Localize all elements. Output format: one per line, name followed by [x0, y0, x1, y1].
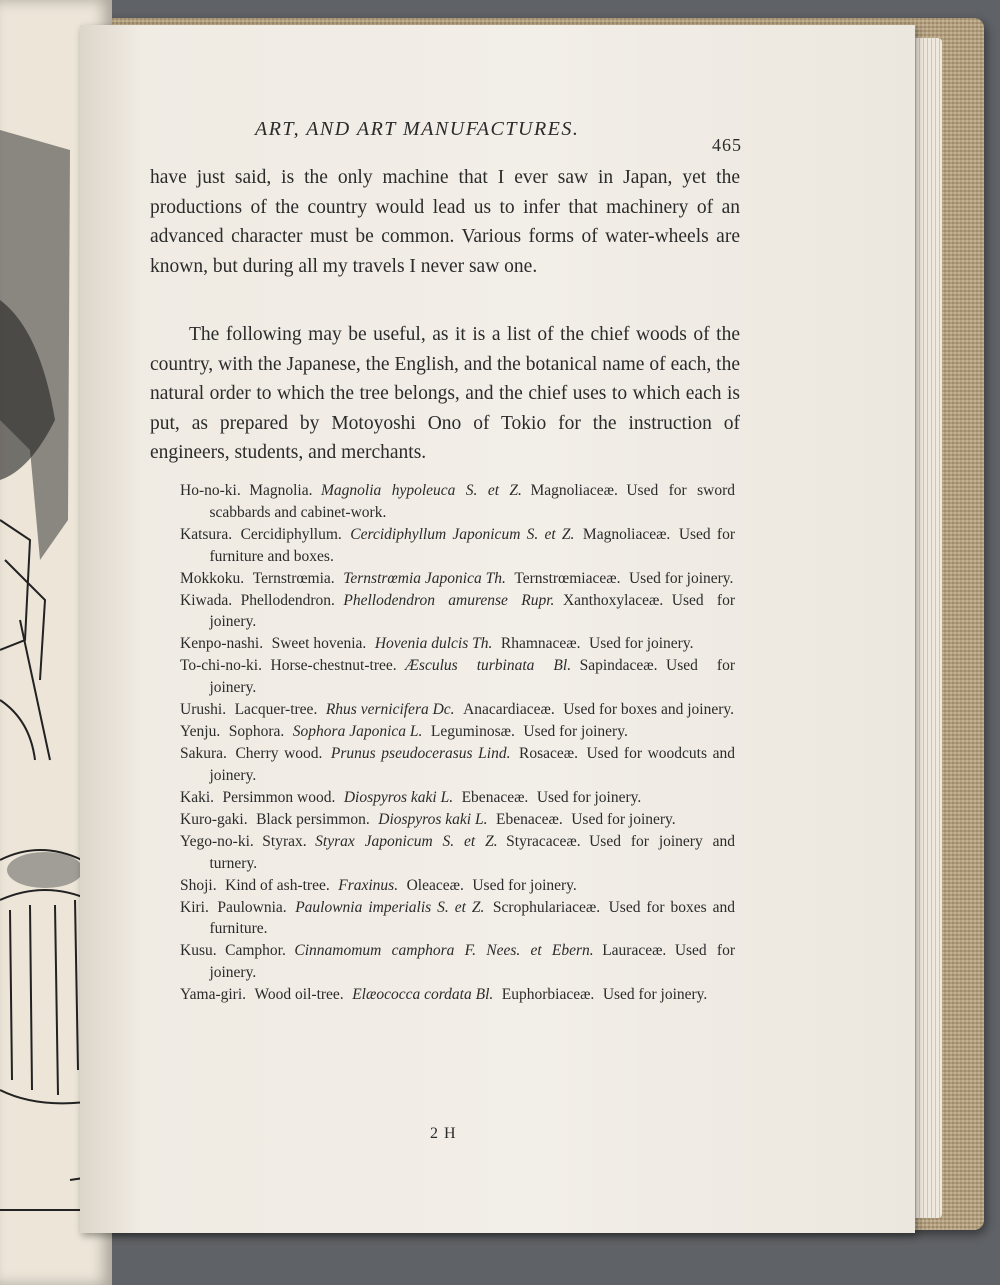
english-name: Lacquer-tree. [234, 701, 318, 719]
japanese-name: Kenpo-nashi. [180, 635, 264, 653]
page-number: 465 [712, 135, 742, 155]
english-name: Kind of ash-tree. [225, 876, 330, 894]
wood-entry [180, 897, 735, 941]
japanese-name: To-chi-no-ki. [180, 657, 262, 675]
natural-order: Leguminosæ. [430, 723, 515, 741]
natural-order: Xanthoxylaceæ. [562, 591, 664, 609]
english-name: Styrax. [262, 832, 307, 850]
natural-order: Anacardiaceæ. [463, 701, 555, 719]
wood-entry [180, 655, 735, 699]
japanese-name: Katsura. [180, 525, 233, 543]
wood-entry [180, 699, 735, 721]
english-name: Magnolia. [249, 482, 313, 499]
wood-use: Used for joinery. [536, 788, 642, 806]
wood-use: Used for sword scabbards and cabinet-work. [209, 482, 735, 521]
japanese-name: Shoji. [180, 876, 217, 894]
wood-entry [180, 875, 735, 897]
natural-order: Scrophulariaceæ. [492, 898, 601, 916]
wood-use: Used for joinery and turnery. [209, 832, 735, 872]
english-name: Paulownia. [217, 898, 287, 916]
english-name: Ternstrœmia. [252, 569, 335, 587]
wood-entry [180, 568, 735, 590]
wood-entry [180, 633, 735, 655]
wood-entry [180, 809, 735, 831]
botanical-name: Paulownia imperialis S. et Z. [295, 898, 485, 916]
natural-order: Magnoliaceæ. [530, 482, 618, 499]
body-paragraph-1: have just said, is the only machine that I ever saw in Japan, yet the productions of the country would lead us to infer that machinery of an advanced character must be common. Various forms of water-wheels are known, but during all my travels I never saw one. [150, 167, 740, 277]
wood-use: Used for joinery. [571, 810, 676, 828]
wood-entry [180, 743, 735, 787]
natural-order: Lauraceæ. [602, 942, 667, 960]
english-name: Persimmon wood. [222, 788, 336, 806]
wood-list [180, 480, 735, 1006]
wood-entry [180, 590, 735, 634]
wood-entry [180, 984, 735, 1006]
botanical-name: Prunus pseudocerasus Lind. [330, 745, 511, 763]
english-name: Sweet hovenia. [271, 635, 367, 653]
botanical-name: Rhus vernicifera Dc. [325, 701, 455, 719]
wood-entry [180, 787, 735, 809]
wood-entry [180, 480, 735, 524]
natural-order: Ternstrœmiaceæ. [514, 569, 621, 587]
botanical-name: Æsculus turbinata Bl. [405, 657, 572, 675]
natural-order: Magnoliaceæ. [582, 525, 671, 543]
botanical-name: Phellodendron amurense Rupr. [343, 591, 555, 609]
natural-order: Styracaceæ. [506, 832, 581, 850]
japanese-name: Urushi. [180, 701, 227, 719]
natural-order: Oleaceæ. [406, 876, 464, 894]
japanese-name: Kiwada. [180, 591, 233, 609]
botanical-name: Elæococca cordata Bl. [352, 986, 494, 1004]
botanical-name: Hovenia dulcis Th. [374, 635, 493, 653]
japanese-name: Yama-giri. [180, 986, 247, 1004]
right-page [80, 25, 915, 1233]
english-name: Camphor. [225, 942, 286, 960]
botanical-name: Diospyros kaki L. [378, 810, 488, 828]
wood-use: Used for joinery. [209, 591, 735, 631]
natural-order: Rhamnaceæ. [500, 635, 581, 653]
natural-order: Sapindaceæ. [579, 657, 658, 675]
botanical-name: Diospyros kaki L. [343, 788, 454, 806]
english-name: Sophora. [228, 723, 285, 741]
english-name: Cercidiphyllum. [240, 525, 342, 543]
wood-use: Used for joinery. [209, 657, 735, 697]
wood-use: Used for joinery. [523, 723, 628, 741]
body-paragraph-2: The following may be useful, as it is a list of the chief woods of the country, with the Japanese, the English, and the botanical name of each, the natural order to which the tree belongs, and the chief uses to which each is put, as prepared by Motoyoshi Ono of Tokio for the instruction of engineers, students, and merchants. [150, 324, 740, 463]
running-head: ART, AND ART MANUFACTURES. [255, 118, 580, 140]
wood-use: Used for joinery. [209, 942, 735, 982]
english-name: Phellodendron. [240, 591, 335, 609]
botanical-name: Fraxinus. [338, 876, 399, 894]
japanese-name: Sakura. [180, 745, 227, 763]
japanese-name: Kaki. [180, 788, 215, 806]
botanical-name: Styrax Japonicum S. et Z. [315, 832, 498, 850]
wood-use: Used for joinery. [628, 569, 734, 587]
wood-entry [180, 721, 735, 743]
wood-use: Used for boxes and furniture. [209, 898, 735, 938]
wood-use: Used for furniture and boxes. [209, 525, 735, 565]
wood-entry [180, 524, 735, 568]
english-name: Black persimmon. [256, 810, 370, 828]
japanese-name: Kuro-gaki. [180, 810, 248, 828]
botanical-name: Ternstrœmia Japonica Th. [343, 569, 506, 587]
wood-entry [180, 831, 735, 875]
japanese-name: Kiri. [180, 898, 209, 916]
natural-order: Euphorbiaceæ. [501, 986, 595, 1004]
botanical-name: Magnolia hypoleuca S. et Z. [321, 482, 522, 499]
english-name: Cherry wood. [235, 745, 323, 763]
wood-entry [180, 940, 735, 984]
natural-order: Ebenaceæ. [496, 810, 563, 828]
natural-order: Ebenaceæ. [461, 788, 529, 806]
japanese-name: Ho-no-ki. [180, 482, 241, 499]
english-name: Horse-chestnut-tree. [270, 657, 397, 675]
natural-order: Rosaceæ. [518, 745, 578, 763]
japanese-name: Yenju. [180, 723, 221, 741]
japanese-name: Yego-no-ki. [180, 832, 254, 850]
wood-use: Used for joinery. [589, 635, 694, 653]
japanese-name: Kusu. [180, 942, 217, 960]
botanical-name: Cercidiphyllum Japonicum S. et Z. [350, 525, 575, 543]
wood-use: Used for joinery. [602, 986, 708, 1004]
wood-use: Used for boxes and joinery. [563, 701, 734, 719]
botanical-name: Cinnamomum camphora F. Nees. et Ebern. [294, 942, 594, 960]
wood-use: Used for joinery. [472, 876, 577, 894]
japanese-name: Mokkoku. [180, 569, 245, 587]
printer-signature: 2 H [430, 1125, 457, 1142]
english-name: Wood oil-tree. [254, 986, 344, 1004]
botanical-name: Sophora Japonica L. [292, 723, 423, 741]
wood-use: Used for woodcuts and joinery. [209, 745, 735, 784]
